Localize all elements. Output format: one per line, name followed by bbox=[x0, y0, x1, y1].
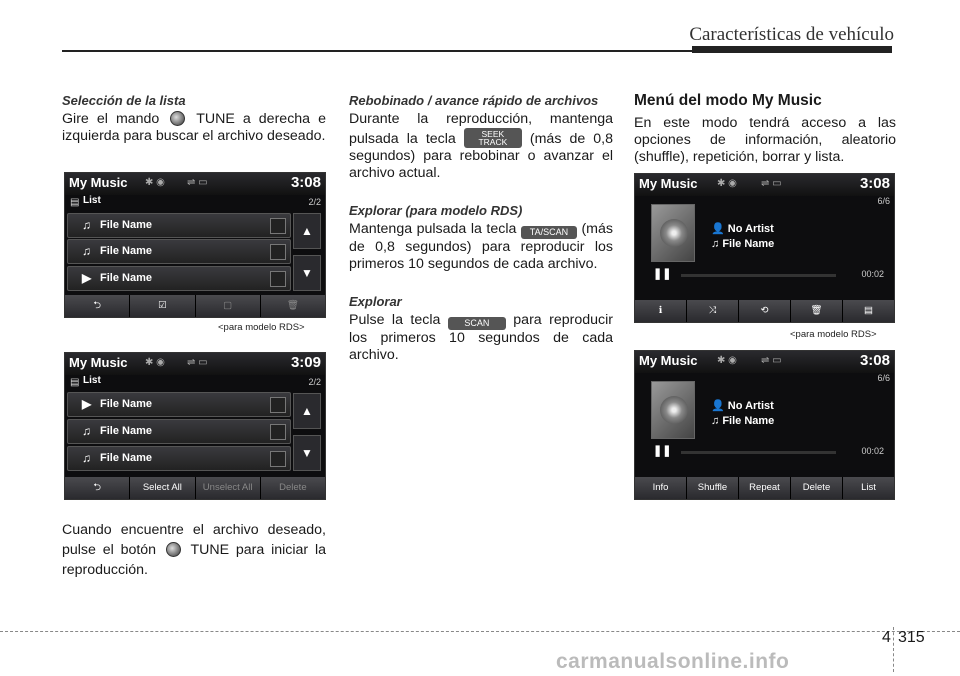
column-1 bbox=[62, 92, 326, 145]
heading-list-selection: Selección de la lista bbox=[62, 93, 186, 108]
shuffle-icon[interactable]: ⤨ bbox=[687, 300, 738, 322]
page-counter: 2/2 bbox=[308, 197, 321, 207]
column-2 bbox=[349, 92, 613, 364]
album-art bbox=[651, 204, 695, 262]
progress-track[interactable] bbox=[681, 451, 836, 454]
play-icon: ▶ bbox=[82, 397, 92, 411]
cd-icon bbox=[660, 219, 688, 247]
pause-icon[interactable]: ❚❚ bbox=[653, 268, 672, 280]
music-note-icon: ♫ bbox=[82, 218, 91, 232]
screen-player-1 bbox=[634, 173, 895, 323]
track-counter: 6/6 bbox=[877, 373, 890, 383]
list-item[interactable]: ▶ File Name bbox=[67, 266, 291, 291]
list-icon: ▤ bbox=[70, 377, 80, 388]
file-line: ♫ File Name bbox=[711, 415, 775, 427]
repeat-icon[interactable]: ⟲ bbox=[739, 300, 790, 322]
music-note-icon: ♫ bbox=[711, 415, 720, 427]
paragraph-scan-rds: Mantenga pulsada la tecla TA/SCAN (más de 0,8 segundos) para reproducir los primeros 10 segundos de cada archivo. bbox=[349, 221, 613, 272]
list-icon: ▤ bbox=[70, 197, 80, 208]
paragraph-list-selection: Gire el mando TUNE a derecha e izquierda para buscar el archivo deseado. bbox=[62, 111, 327, 144]
screen-button-bar bbox=[65, 295, 325, 317]
paragraph-my-music-menu: En este modo tendrá acceso a las opciones de información, aleatorio (shuffle), repetición, borrar y lista. bbox=[634, 115, 896, 165]
pause-icon[interactable]: ❚❚ bbox=[653, 445, 672, 457]
list-icon[interactable]: ▤ bbox=[843, 300, 894, 322]
usb-icon: ⇌ ▭ bbox=[187, 177, 208, 188]
cd-icon bbox=[660, 396, 688, 424]
paragraph-tune-play: Cuando encuentre el archivo deseado, pulse el botón TUNE para iniciar la reproducción. bbox=[62, 522, 326, 578]
screen-topbar bbox=[635, 174, 894, 196]
checkbox[interactable] bbox=[270, 424, 286, 440]
back-button[interactable]: ⮌ bbox=[65, 477, 129, 499]
info-button[interactable]: Info bbox=[635, 477, 686, 499]
screen-button-bar bbox=[65, 477, 325, 499]
screen-topbar bbox=[65, 173, 325, 195]
artist-line: 👤 No Artist bbox=[711, 223, 774, 235]
ta-scan-key-icon: TA/SCAN bbox=[521, 226, 577, 239]
screen-list-1 bbox=[64, 172, 326, 318]
music-note-icon: ♫ bbox=[82, 424, 91, 438]
shuffle-button[interactable]: Shuffle bbox=[687, 477, 738, 499]
usb-icon: ⇌ ▭ bbox=[761, 355, 782, 366]
bluetooth-icon: ✱ ◉ bbox=[717, 178, 737, 189]
album-art bbox=[651, 381, 695, 439]
info-icon[interactable]: ℹ bbox=[635, 300, 686, 322]
list-label: List bbox=[83, 375, 101, 386]
usb-icon: ⇌ ▭ bbox=[761, 178, 782, 189]
tune-knob-icon bbox=[166, 542, 181, 557]
footer-divider bbox=[0, 631, 960, 632]
music-note-icon: ♫ bbox=[82, 451, 91, 465]
select-all-button[interactable]: Select All bbox=[130, 477, 194, 499]
screen-time: 3:08 bbox=[290, 174, 321, 191]
screen-time: 3:08 bbox=[859, 175, 890, 192]
checkbox[interactable] bbox=[270, 244, 286, 260]
checkbox[interactable] bbox=[270, 218, 286, 234]
music-note-icon: ♫ bbox=[82, 244, 91, 258]
list-item[interactable]: ♫ File Name bbox=[67, 446, 291, 471]
column-3 bbox=[634, 92, 896, 166]
list-item[interactable]: ♫ File Name bbox=[67, 239, 291, 264]
repeat-button[interactable]: Repeat bbox=[739, 477, 790, 499]
screen-time: 3:08 bbox=[859, 352, 890, 369]
back-button[interactable]: ⮌ bbox=[65, 295, 129, 317]
track-counter: 6/6 bbox=[877, 196, 890, 206]
bluetooth-icon: ✱ ◉ bbox=[717, 355, 737, 366]
tune-knob-icon bbox=[170, 111, 185, 126]
page-number: 315 bbox=[898, 629, 925, 646]
screen-topbar bbox=[65, 353, 325, 375]
heading-my-music-menu: Menú del modo My Music bbox=[634, 92, 822, 109]
screen-topbar bbox=[635, 351, 894, 373]
heading-rewind-forward: Rebobinado / avance rápido de archivos bbox=[349, 93, 599, 108]
screen-button-bar bbox=[635, 477, 894, 499]
screen-title: My Music bbox=[639, 353, 698, 368]
paragraph-scan: Pulse la tecla SCAN para reproducir los primeros 10 segundos de cada archivo. bbox=[349, 312, 614, 363]
screen-title: My Music bbox=[639, 176, 698, 191]
delete-button[interactable]: Delete bbox=[791, 477, 842, 499]
list-item[interactable]: ♫ File Name bbox=[67, 213, 291, 238]
person-icon: 👤 bbox=[711, 223, 725, 235]
list-button[interactable]: List bbox=[843, 477, 894, 499]
artist-line: 👤 No Artist bbox=[711, 400, 774, 412]
list-label: List bbox=[83, 195, 101, 206]
scroll-up-button[interactable]: ▲ bbox=[293, 213, 321, 249]
progress-bar bbox=[653, 270, 884, 280]
header-bar bbox=[692, 46, 892, 53]
checkbox[interactable] bbox=[270, 271, 286, 287]
footer-vertical-divider bbox=[893, 627, 894, 672]
bluetooth-icon: ✱ ◉ bbox=[145, 177, 165, 188]
elapsed-time: 00:02 bbox=[861, 269, 884, 279]
checkbox[interactable] bbox=[270, 397, 286, 413]
delete-button[interactable]: Delete bbox=[261, 477, 325, 499]
caption-rds: <para modelo RDS> bbox=[218, 322, 305, 333]
paragraph-rewind-forward: Durante la reproducción, mantenga pulsada la tecla SEEK TRACK (más de 0,8 segundos) para rebobinar o avanzar el archivo actual. bbox=[349, 111, 613, 181]
page-counter: 2/2 bbox=[308, 377, 321, 387]
scroll-up-button[interactable]: ▲ bbox=[293, 393, 321, 429]
file-line: ♫ File Name bbox=[711, 238, 775, 250]
unselect-all-button[interactable]: Unselect All bbox=[196, 477, 260, 499]
heading-scan-rds: Explorar (para modelo RDS) bbox=[349, 203, 523, 218]
checkbox[interactable] bbox=[270, 451, 286, 467]
screen-list-2 bbox=[64, 352, 326, 500]
music-note-icon: ♫ bbox=[711, 238, 720, 250]
page-header-title: Características de vehículo bbox=[689, 24, 894, 45]
scan-key-icon: SCAN bbox=[448, 317, 506, 330]
person-icon: 👤 bbox=[711, 400, 725, 412]
list-item[interactable]: ▶ File Name bbox=[67, 392, 291, 417]
elapsed-time: 00:02 bbox=[861, 446, 884, 456]
trash-icon[interactable]: 🗑 bbox=[261, 295, 325, 317]
screen-title: My Music bbox=[69, 175, 128, 190]
screen-button-bar bbox=[635, 300, 894, 322]
watermark: carmanualsonline.info bbox=[556, 650, 790, 673]
progress-bar bbox=[653, 447, 884, 457]
screen-player-2 bbox=[634, 350, 895, 500]
screen-title: My Music bbox=[69, 355, 128, 370]
play-icon: ▶ bbox=[82, 271, 92, 285]
seek-track-key-icon: SEEK TRACK bbox=[464, 128, 522, 148]
heading-scan: Explorar bbox=[349, 294, 402, 309]
usb-icon: ⇌ ▭ bbox=[187, 357, 208, 368]
caption-rds: <para modelo RDS> bbox=[790, 329, 877, 340]
trash-icon[interactable]: 🗑 bbox=[791, 300, 842, 322]
progress-track[interactable] bbox=[681, 274, 836, 277]
list-item[interactable]: ♫ File Name bbox=[67, 419, 291, 444]
select-all-icon[interactable]: ☑ bbox=[130, 295, 194, 317]
bluetooth-icon: ✱ ◉ bbox=[145, 357, 165, 368]
section-number: 4 bbox=[882, 629, 891, 646]
screen-time: 3:09 bbox=[290, 354, 321, 371]
unselect-icon[interactable]: ▢ bbox=[196, 295, 260, 317]
scroll-down-button[interactable]: ▼ bbox=[293, 435, 321, 471]
scroll-down-button[interactable]: ▼ bbox=[293, 255, 321, 291]
